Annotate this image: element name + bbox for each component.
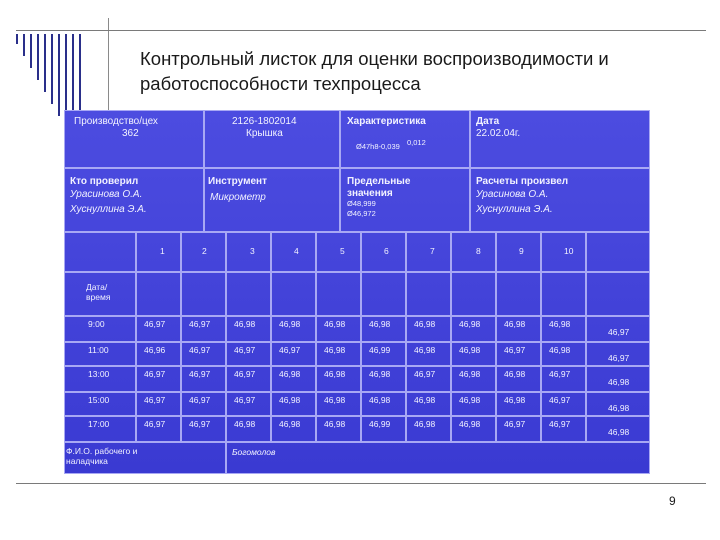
checksheet-table — [64, 110, 650, 474]
measurement-value: 46,98 — [414, 395, 436, 405]
part-name: Крышка — [246, 128, 283, 139]
measurement-value: 46,98 — [234, 319, 256, 329]
measurement-value: 46,98 — [459, 319, 481, 329]
measurement-cell — [496, 272, 541, 316]
column-number-5: 5 — [340, 246, 345, 256]
measurement-value: 46,98 — [549, 345, 571, 355]
measurement-cell — [226, 272, 271, 316]
column-number-cell — [586, 232, 650, 272]
column-number-cell — [316, 232, 361, 272]
characteristic-value: Ø47h8-0,039 — [356, 142, 400, 151]
measurement-extra: 46,98 — [608, 427, 630, 437]
measurement-value: 46,98 — [414, 419, 436, 429]
column-number-10: 10 — [564, 246, 574, 256]
measurement-value: 46,98 — [279, 395, 301, 405]
row-time: 9:00 — [88, 319, 105, 329]
part-number: 2126-1802014 — [232, 116, 297, 127]
measurement-cell — [361, 272, 406, 316]
limits-lower: Ø46,972 — [347, 209, 376, 218]
limits-upper: Ø48,999 — [347, 199, 376, 208]
measurement-value: 46,98 — [324, 369, 346, 379]
measurement-value: 46,98 — [324, 345, 346, 355]
production-value: 362 — [122, 128, 139, 139]
measurement-value: 46,98 — [504, 369, 526, 379]
measurement-cell — [316, 272, 361, 316]
instrument-label: Инструмент — [208, 176, 267, 187]
worker-value-cell — [226, 442, 650, 474]
calc-label: Расчеты произвел — [476, 176, 569, 187]
column-number-1: 1 — [160, 246, 165, 256]
column-number-7: 7 — [430, 246, 435, 256]
measurement-value: 46,98 — [414, 319, 436, 329]
measurement-cell — [406, 272, 451, 316]
measurement-value: 46,98 — [459, 395, 481, 405]
page-title: Контрольный листок для оценки воспроизводимости и работоспособности техпроцесса — [140, 48, 609, 94]
measurement-value: 46,99 — [369, 419, 391, 429]
characteristic-tolerance: 0,012 — [407, 138, 426, 147]
calc-by-1: Урасинова О.А. — [476, 189, 549, 200]
measurement-cell — [451, 272, 496, 316]
column-number-3: 3 — [250, 246, 255, 256]
row-header-label: Дата/ время — [86, 282, 111, 302]
measurement-value: 46,97 — [234, 395, 256, 405]
measurement-extra: 46,97 — [608, 353, 630, 363]
measurement-value: 46,98 — [324, 395, 346, 405]
measurement-cell — [586, 272, 650, 316]
measurement-value: 46,97 — [414, 369, 436, 379]
measurement-cell — [541, 272, 586, 316]
measurement-value: 46,98 — [324, 419, 346, 429]
column-number-cell — [406, 232, 451, 272]
measurement-value: 46,97 — [144, 369, 166, 379]
measurement-value: 46,98 — [549, 319, 571, 329]
measurement-value: 46,98 — [234, 419, 256, 429]
checked-label: Кто проверил — [70, 176, 139, 187]
measurement-extra: 46,97 — [608, 327, 630, 337]
column-number-cell — [226, 232, 271, 272]
measurement-value: 46,97 — [504, 345, 526, 355]
measurement-value: 46,97 — [189, 319, 211, 329]
measurement-value: 46,98 — [369, 319, 391, 329]
measurement-extra: 46,98 — [608, 403, 630, 413]
column-number-2: 2 — [202, 246, 207, 256]
measurement-extra: 46,98 — [608, 377, 630, 387]
measurement-value: 46,97 — [549, 369, 571, 379]
row-time: 17:00 — [88, 419, 110, 429]
worker-label: Ф.И.О. рабочего и наладчика — [66, 446, 138, 466]
measurement-value: 46,98 — [459, 345, 481, 355]
measurement-value: 46,99 — [369, 345, 391, 355]
measurement-value: 46,97 — [234, 345, 256, 355]
measurement-value: 46,98 — [369, 395, 391, 405]
measurement-value: 46,97 — [189, 419, 211, 429]
measurement-value: 46,97 — [189, 345, 211, 355]
measurement-value: 46,97 — [549, 395, 571, 405]
measurement-value: 46,97 — [144, 319, 166, 329]
date-label: Дата — [476, 116, 500, 127]
production-label: Производство/цех — [74, 116, 158, 127]
column-number-cell — [451, 232, 496, 272]
measurement-value: 46,98 — [459, 369, 481, 379]
characteristic-label: Характеристика — [347, 116, 426, 127]
measurement-cell — [181, 272, 226, 316]
measurement-cell — [271, 272, 316, 316]
top-divider — [16, 30, 706, 31]
measurement-value: 46,98 — [369, 369, 391, 379]
measurement-value: 46,97 — [504, 419, 526, 429]
instrument-value: Микрометр — [210, 192, 266, 203]
column-number-9: 9 — [519, 246, 524, 256]
measurement-value: 46,96 — [144, 345, 166, 355]
measurement-value: 46,97 — [234, 369, 256, 379]
checked-by-1: Урасинова О.А. — [70, 189, 143, 200]
column-number-4: 4 — [294, 246, 299, 256]
measurement-cell — [136, 272, 181, 316]
measurement-value: 46,98 — [504, 395, 526, 405]
measurement-value: 46,98 — [504, 319, 526, 329]
column-number-6: 6 — [384, 246, 389, 256]
measurement-value: 46,97 — [189, 369, 211, 379]
column-number-cell — [64, 232, 136, 272]
calc-by-2: Хуснуллина Э.А. — [476, 204, 553, 215]
row-time: 11:00 — [88, 345, 109, 355]
measurement-value: 46,98 — [279, 369, 301, 379]
measurement-value: 46,97 — [189, 395, 211, 405]
column-number-cell — [136, 232, 181, 272]
measurement-value: 46,97 — [144, 395, 166, 405]
limits-label: Предельные значения — [347, 176, 411, 199]
row-time: 13:00 — [88, 369, 110, 379]
page-number: 9 — [669, 494, 676, 508]
measurement-value: 46,97 — [144, 419, 166, 429]
checked-by-2: Хуснуллина Э.А. — [70, 204, 147, 215]
measurement-value: 46,98 — [279, 419, 301, 429]
row-time: 15:00 — [88, 395, 110, 405]
measurement-value: 46,97 — [549, 419, 571, 429]
measurement-value: 46,98 — [414, 345, 436, 355]
measurement-value: 46,98 — [279, 319, 301, 329]
measurement-value: 46,98 — [324, 319, 346, 329]
column-number-8: 8 — [476, 246, 481, 256]
measurement-value: 46,98 — [459, 419, 481, 429]
worker-value: Богомолов — [232, 447, 276, 457]
date-value: 22.02.04г. — [476, 128, 521, 139]
bottom-divider — [16, 483, 706, 484]
measurement-value: 46,97 — [279, 345, 301, 355]
